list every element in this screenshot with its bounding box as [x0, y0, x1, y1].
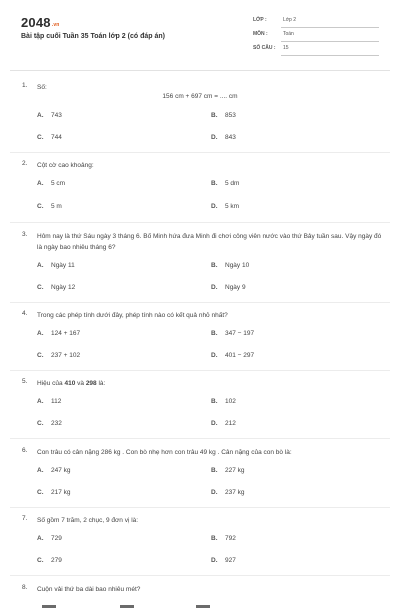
option-c[interactable]: C. 744	[37, 134, 62, 141]
option-d[interactable]: D. 401 − 297	[211, 352, 255, 359]
option-a[interactable]: A. 247 kg	[37, 467, 71, 474]
question-number: 8.	[22, 584, 28, 591]
meta-grade	[253, 15, 379, 29]
question-text: Cuộn vải thứ ba dài bao nhiêu mét?	[37, 586, 141, 593]
question-text: Số gồm 7 trăm, 2 chục, 9 đơn vị là:	[37, 517, 139, 524]
option-c[interactable]: C. 5 m	[37, 203, 62, 210]
option-b[interactable]: B. 853	[211, 112, 236, 119]
question-text: Số:	[37, 84, 47, 91]
option-d[interactable]: D. Ngày 9	[211, 284, 246, 291]
header-divider	[10, 70, 390, 71]
meta-count-value: 15	[283, 45, 289, 51]
site-logo[interactable]	[21, 15, 60, 30]
question-separator	[10, 152, 390, 153]
question-number: 2.	[22, 160, 28, 167]
question-separator	[10, 575, 390, 576]
meta-grade-label: LỚP :	[253, 17, 267, 23]
option-b[interactable]: B. 347 − 197	[211, 330, 255, 337]
cloth-roll-illustration-row	[0, 595, 400, 600]
option-d[interactable]: D. 843	[211, 134, 236, 141]
meta-subject-underline	[281, 41, 379, 42]
question-number: 4.	[22, 310, 28, 317]
question-separator	[10, 370, 390, 371]
question-separator	[10, 438, 390, 439]
question-number: 6.	[22, 447, 28, 454]
meta-subject-value: Toán	[283, 31, 294, 37]
option-c[interactable]: C. 279	[37, 557, 62, 564]
meta-count	[253, 43, 379, 57]
question-number: 3.	[22, 231, 28, 238]
question-text: Hiệu của 410 và 298 là:	[37, 380, 106, 387]
question-separator	[10, 302, 390, 303]
option-a[interactable]: A. 743	[37, 112, 62, 119]
option-b[interactable]: B. Ngày 10	[211, 262, 250, 269]
meta-count-label: SỐ CÂU :	[253, 45, 276, 51]
option-c[interactable]: C. 217 kg	[37, 489, 71, 496]
option-b[interactable]: B. 792	[211, 535, 236, 542]
question-text: Con trâu có cân nặng 286 kg . Con bò nhẹ hơn con trâu 49 kg . Cân nặng của con bò là:	[37, 449, 292, 456]
option-a[interactable]: A. 124 + 167	[37, 330, 81, 337]
document-title: Bài tập cuối Tuần 35 Toán lớp 2 (có đáp án)	[21, 33, 165, 40]
cloth-roll-icon	[0, 603, 400, 608]
option-a[interactable]: A. 112	[37, 398, 62, 405]
option-d[interactable]: D. 237 kg	[211, 489, 245, 496]
option-a[interactable]: A. Ngày 11	[37, 262, 75, 269]
question-number: 5.	[22, 378, 28, 385]
option-d[interactable]: D. 212	[211, 420, 236, 427]
question-separator	[10, 507, 390, 508]
question-number: 7.	[22, 515, 28, 522]
option-b[interactable]: B. 102	[211, 398, 236, 405]
meta-grade-underline	[281, 27, 379, 28]
question-expression: 156 cm + 697 cm = .... cm	[162, 93, 238, 100]
option-c[interactable]: C. Ngày 12	[37, 284, 76, 291]
meta-count-underline	[281, 55, 379, 56]
option-a[interactable]: A. 5 cm	[37, 180, 66, 187]
option-c[interactable]: C. 232	[37, 420, 62, 427]
logo-suffix: .vn	[51, 22, 60, 28]
option-b[interactable]: B. 227 kg	[211, 467, 245, 474]
option-d[interactable]: D. 5 km	[211, 203, 240, 210]
document-header	[0, 0, 400, 64]
question-text: Cột cờ cao khoảng:	[37, 162, 94, 169]
option-b[interactable]: B. 5 dm	[211, 180, 240, 187]
meta-subject-label: MÔN :	[253, 31, 268, 37]
question-separator	[10, 222, 390, 223]
question-text: Trong các phép tính dưới đây, phép tính nào có kết quả nhỏ nhất?	[37, 312, 228, 319]
option-d[interactable]: D. 927	[211, 557, 236, 564]
meta-grade-value: Lớp 2	[283, 17, 297, 23]
option-c[interactable]: C. 237 + 102	[37, 352, 81, 359]
meta-subject	[253, 29, 379, 43]
number-subtrahend: 298	[85, 380, 97, 387]
logo-main: 2048	[21, 15, 51, 30]
number-minuend: 410	[64, 380, 76, 387]
question-number: 1.	[22, 82, 28, 89]
question-text: Hôm nay là thứ Sáu ngày 3 tháng 6. Bố Minh hứa đưa Minh đi chơi công viên nước vào thứ Bảy tuần sau. Vậy ngày đó là ngày bao nhiêu tháng 6?	[37, 233, 382, 251]
option-a[interactable]: A. 729	[37, 535, 62, 542]
